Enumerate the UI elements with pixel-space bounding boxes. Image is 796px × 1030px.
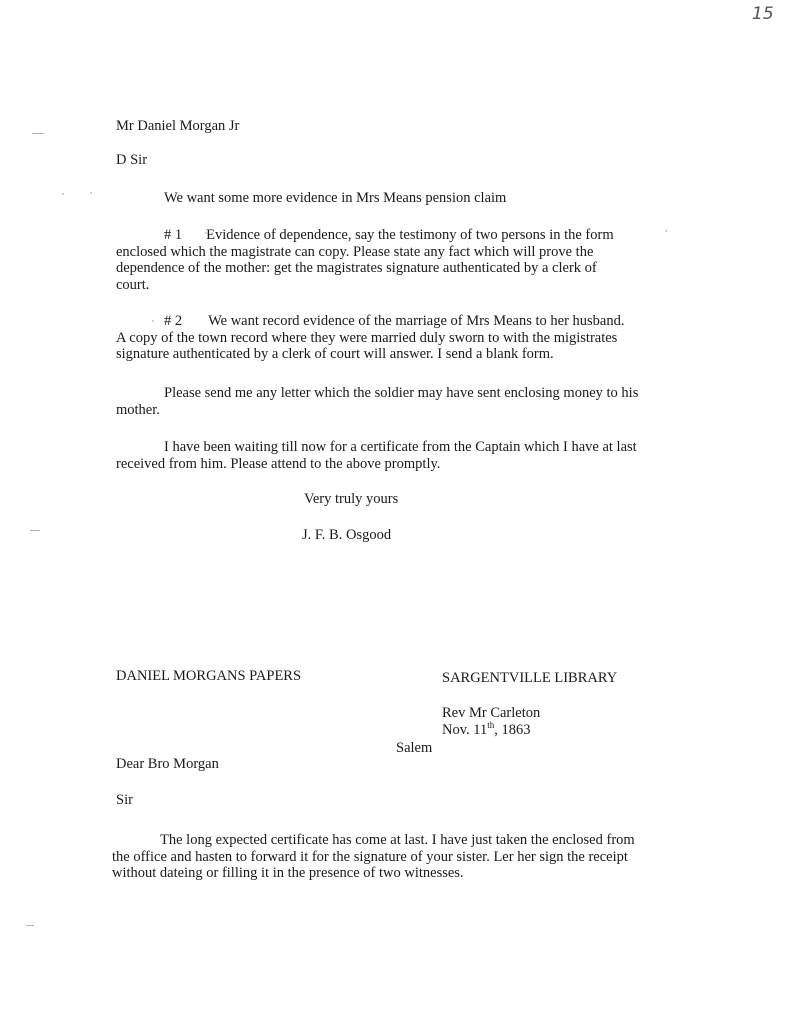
intro-line: We want some more evidence in Mrs Means pension claim	[164, 190, 507, 206]
date-suffix-sup: th	[487, 720, 495, 731]
item-2-line: signature authenticated by a clerk of court will answer. I send a blank form.	[116, 346, 554, 362]
page-number: 15	[752, 4, 774, 24]
letter-2-line: the office and hasten to forward it for the signature of your sister. Ler her sign the receipt	[112, 848, 628, 865]
item-1-number: # 1	[164, 227, 183, 243]
item-2-first-line: We want record evidence of the marriage of Mrs Means to her husband.	[208, 313, 625, 329]
addressee: Mr Daniel Morgan Jr	[116, 118, 240, 134]
date-year: , 1863	[494, 722, 531, 738]
place: Salem	[396, 740, 433, 756]
item-1-paragraph	[116, 227, 676, 293]
item-1-first-line: Evidence of dependence, say the testimony of two persons in the form	[206, 227, 614, 243]
item-1-line: dependence of the mother: get the magistrates signature authenticated by a clerk of	[116, 260, 597, 276]
signature: J. F. B. Osgood	[302, 527, 392, 543]
paragraph-3-first-line: Please send me any letter which the soldier may have sent enclosing money to his	[164, 385, 639, 401]
letter-date	[442, 722, 531, 739]
scan-mark	[30, 530, 40, 531]
item-1-line: court.	[116, 276, 150, 293]
salutation-sir: Sir	[116, 792, 133, 808]
collection-label: DANIEL MORGANS PAPERS	[116, 668, 302, 684]
letter-2-body	[112, 832, 692, 882]
letter-2-first-line: The long expected certificate has come at last. I have just taken the enclosed from	[160, 832, 635, 848]
closing: Very truly yours	[304, 491, 399, 507]
date-prefix: Nov. 11	[442, 722, 488, 738]
paragraph-4-first-line: I have been waiting till now for a certificate from the Captain which I have at last	[164, 439, 637, 455]
scan-mark	[32, 133, 44, 134]
paragraph-3	[116, 385, 676, 418]
item-2-number: # 2	[164, 313, 183, 329]
scan-mark	[26, 925, 34, 926]
letter-2-line: without dateing or filling it in the presence of two witnesses.	[112, 865, 464, 881]
salutation-2: Dear Bro Morgan	[116, 756, 219, 772]
scan-dot	[62, 193, 64, 195]
library-label: SARGENTVILLE LIBRARY	[442, 670, 618, 686]
paragraph-3-line: mother.	[116, 401, 160, 418]
paragraph-4	[116, 439, 676, 472]
salutation: D Sir	[116, 152, 148, 168]
scan-dot	[90, 192, 92, 194]
paragraph-4-line: received from him. Please attend to the above promptly.	[116, 455, 441, 472]
item-2-line: A copy of the town record where they were married duly sworn to with the migistrates	[116, 329, 618, 346]
item-2-paragraph	[116, 313, 676, 363]
sender: Rev Mr Carleton	[442, 705, 541, 721]
item-1-line: enclosed which the magistrate can copy. Please state any fact which will prove the	[116, 243, 594, 260]
